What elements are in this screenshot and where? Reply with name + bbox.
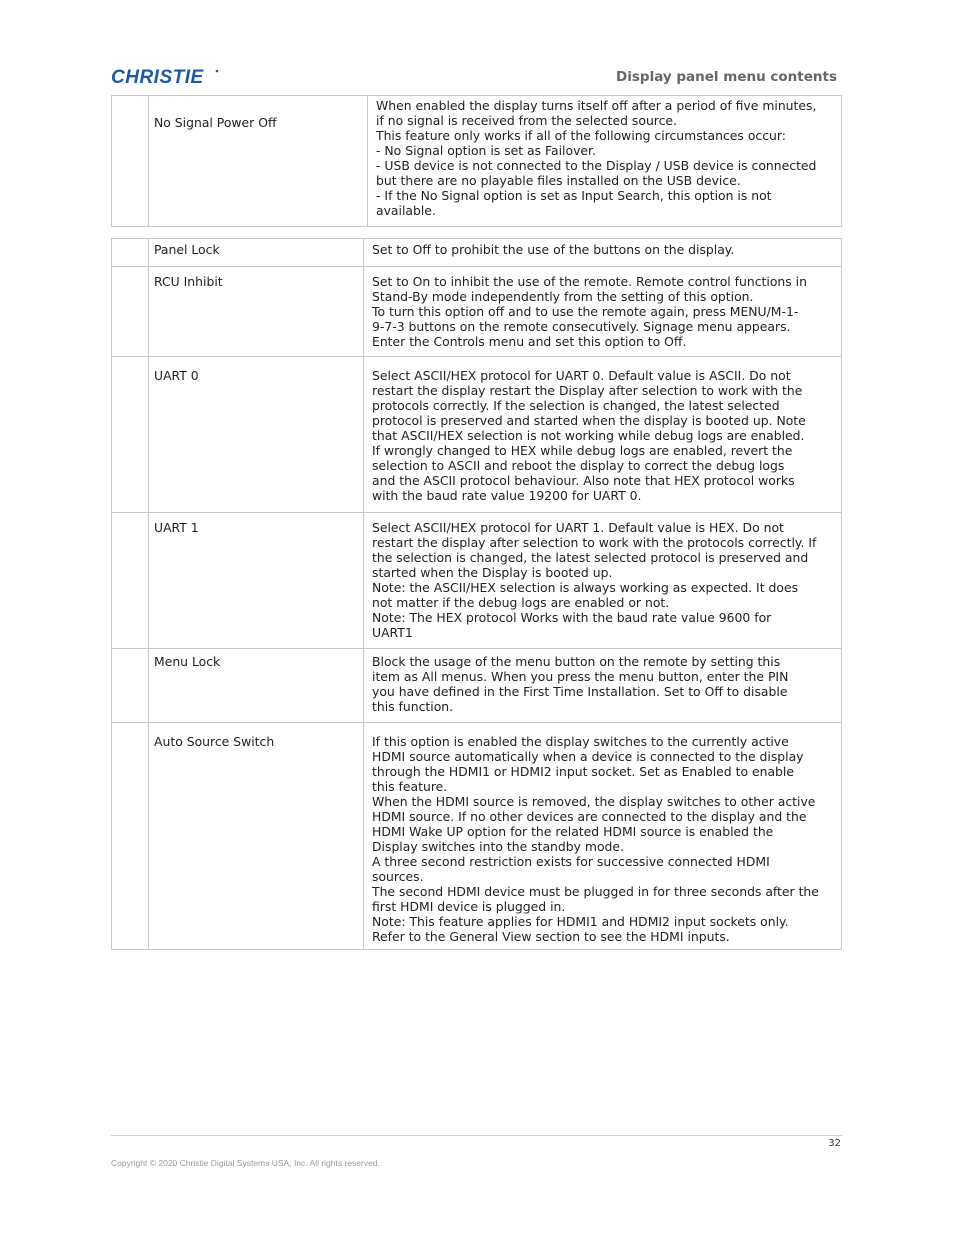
description-line: HDMI Wake UP option for the related HDMI source is enabled the: [372, 824, 774, 839]
description-line: Note: the ASCII/HEX selection is always working as expected. It does: [372, 580, 799, 595]
menu-item-description: [368, 96, 842, 227]
table-row: [112, 357, 842, 513]
menu-item-description: [364, 513, 842, 649]
page-number: 32: [828, 1138, 841, 1149]
description-line: Note: The HEX protocol Works with the baud rate value 9600 for: [372, 610, 772, 625]
description-line: that ASCII/HEX selection is not working while debug logs are enabled.: [372, 428, 805, 443]
description-line: restart the display after selection to work with the protocols correctly. If: [372, 535, 817, 550]
description-line: this function.: [372, 699, 454, 714]
logo-text: CHRISTIE: [111, 67, 204, 88]
table-row: [112, 649, 842, 723]
description-line: Block the usage of the menu button on the remote by setting this: [372, 654, 781, 669]
description-line: If this option is enabled the display switches to the currently active: [372, 734, 789, 749]
blank-cell: [112, 357, 149, 513]
menu-item-name: Auto Source Switch: [149, 723, 364, 950]
description-line: this feature.: [372, 779, 448, 794]
description-line: started when the Display is booted up.: [372, 565, 613, 580]
description-line: The second HDMI device must be plugged in for three seconds after the: [372, 884, 819, 899]
menu-item-description: [364, 723, 842, 950]
description-line: HDMI source. If no other devices are connected to the display and the: [372, 809, 807, 824]
description-line: available.: [376, 203, 436, 218]
blank-cell: [112, 649, 149, 723]
menu-item-description: [364, 239, 842, 267]
description-line: Display switches into the standby mode.: [372, 839, 624, 854]
description-line: protocol is preserved and started when the display is booted up. Note: [372, 413, 806, 428]
description-line: selection to ASCII and reboot the display to correct the debug logs: [372, 458, 785, 473]
menu-item-name: Menu Lock: [149, 649, 364, 723]
menu-item-description: [364, 649, 842, 723]
description-line: item as All menus. When you press the menu button, enter the PIN: [372, 669, 789, 684]
blank-cell: [112, 239, 149, 267]
description-line: if no signal is received from the selected source.: [376, 113, 677, 128]
description-line: UART1: [372, 625, 413, 640]
table-row: [112, 267, 842, 357]
description-line: restart the display restart the Display after selection to work with the: [372, 383, 803, 398]
description-line: Set to Off to prohibit the use of the buttons on the display.: [372, 242, 735, 257]
copyright-notice: Copyright © 2020 Christie Digital Systems USA, Inc. All rights reserved.: [111, 1158, 380, 1168]
footer-divider: [111, 1135, 842, 1136]
description-line: Refer to the General View section to see the HDMI inputs.: [372, 929, 730, 944]
description-line: protocols correctly. If the selection is changed, the latest selected: [372, 398, 780, 413]
menu-table-2: [111, 238, 842, 950]
description-line: Enter the Controls menu and set this option to Off.: [372, 334, 687, 349]
blank-cell: [112, 267, 149, 357]
description-line: and the ASCII protocol behaviour. Also note that HEX protocol works: [372, 473, 795, 488]
description-line: When enabled the display turns itself off after a period of five minutes,: [376, 98, 817, 113]
description-line: 9-7-3 buttons on the remote consecutively. Signage menu appears.: [372, 319, 791, 334]
menu-item-name: UART 0: [149, 357, 364, 513]
description-line: but there are no playable files installed on the USB device.: [376, 173, 741, 188]
description-line: - If the No Signal option is set as Input Search, this option is not: [376, 188, 772, 203]
description-line: Select ASCII/HEX protocol for UART 1. Default value is HEX. Do not: [372, 520, 784, 535]
blank-cell: [112, 723, 149, 950]
section-title: Display panel menu contents: [616, 69, 837, 85]
description-line: Stand-By mode independently from the setting of this option.: [372, 289, 754, 304]
description-line: If wrongly changed to HEX while debug logs are enabled, revert the: [372, 443, 793, 458]
menu-item-name: UART 1: [149, 513, 364, 649]
description-line: sources.: [372, 869, 424, 884]
menu-item-name: No Signal Power Off: [149, 96, 368, 227]
table-row: [112, 96, 842, 227]
description-line: A three second restriction exists for successive connected HDMI: [372, 854, 770, 869]
description-line: the selection is changed, the latest selected protocol is preserved and: [372, 550, 809, 565]
table-row: [112, 513, 842, 649]
description-line: - USB device is not connected to the Display / USB device is connected: [376, 158, 817, 173]
description-line: not matter if the debug logs are enabled or not.: [372, 595, 670, 610]
menu-item-name: RCU Inhibit: [149, 267, 364, 357]
menu-item-name: Panel Lock: [149, 239, 364, 267]
description-line: When the HDMI source is removed, the display switches to other active: [372, 794, 816, 809]
description-line: through the HDMI1 or HDMI2 input socket. Set as Enabled to enable: [372, 764, 794, 779]
christie-logo: [111, 66, 221, 88]
blank-cell: [112, 513, 149, 649]
table-row: [112, 239, 842, 267]
description-line: - No Signal option is set as Failover.: [376, 143, 596, 158]
menu-item-description: [364, 267, 842, 357]
description-line: with the baud rate value 19200 for UART 0.: [372, 488, 642, 503]
description-line: To turn this option off and to use the remote again, press MENU/M-1-: [372, 304, 799, 319]
description-line: Set to On to inhibit the use of the remote. Remote control functions in: [372, 274, 807, 289]
blank-cell: [112, 96, 149, 227]
description-line: Note: This feature applies for HDMI1 and HDMI2 input sockets only.: [372, 914, 789, 929]
description-line: first HDMI device is plugged in.: [372, 899, 566, 914]
description-line: Select ASCII/HEX protocol for UART 0. Default value is ASCII. Do not: [372, 368, 791, 383]
description-line: HDMI source automatically when a device is connected to the display: [372, 749, 804, 764]
menu-table-1: [111, 95, 842, 227]
description-line: you have defined in the First Time Installation. Set to Off to disable: [372, 684, 788, 699]
description-line: This feature only works if all of the following circumstances occur:: [376, 128, 786, 143]
menu-item-description: [364, 357, 842, 513]
table-row: [112, 723, 842, 950]
